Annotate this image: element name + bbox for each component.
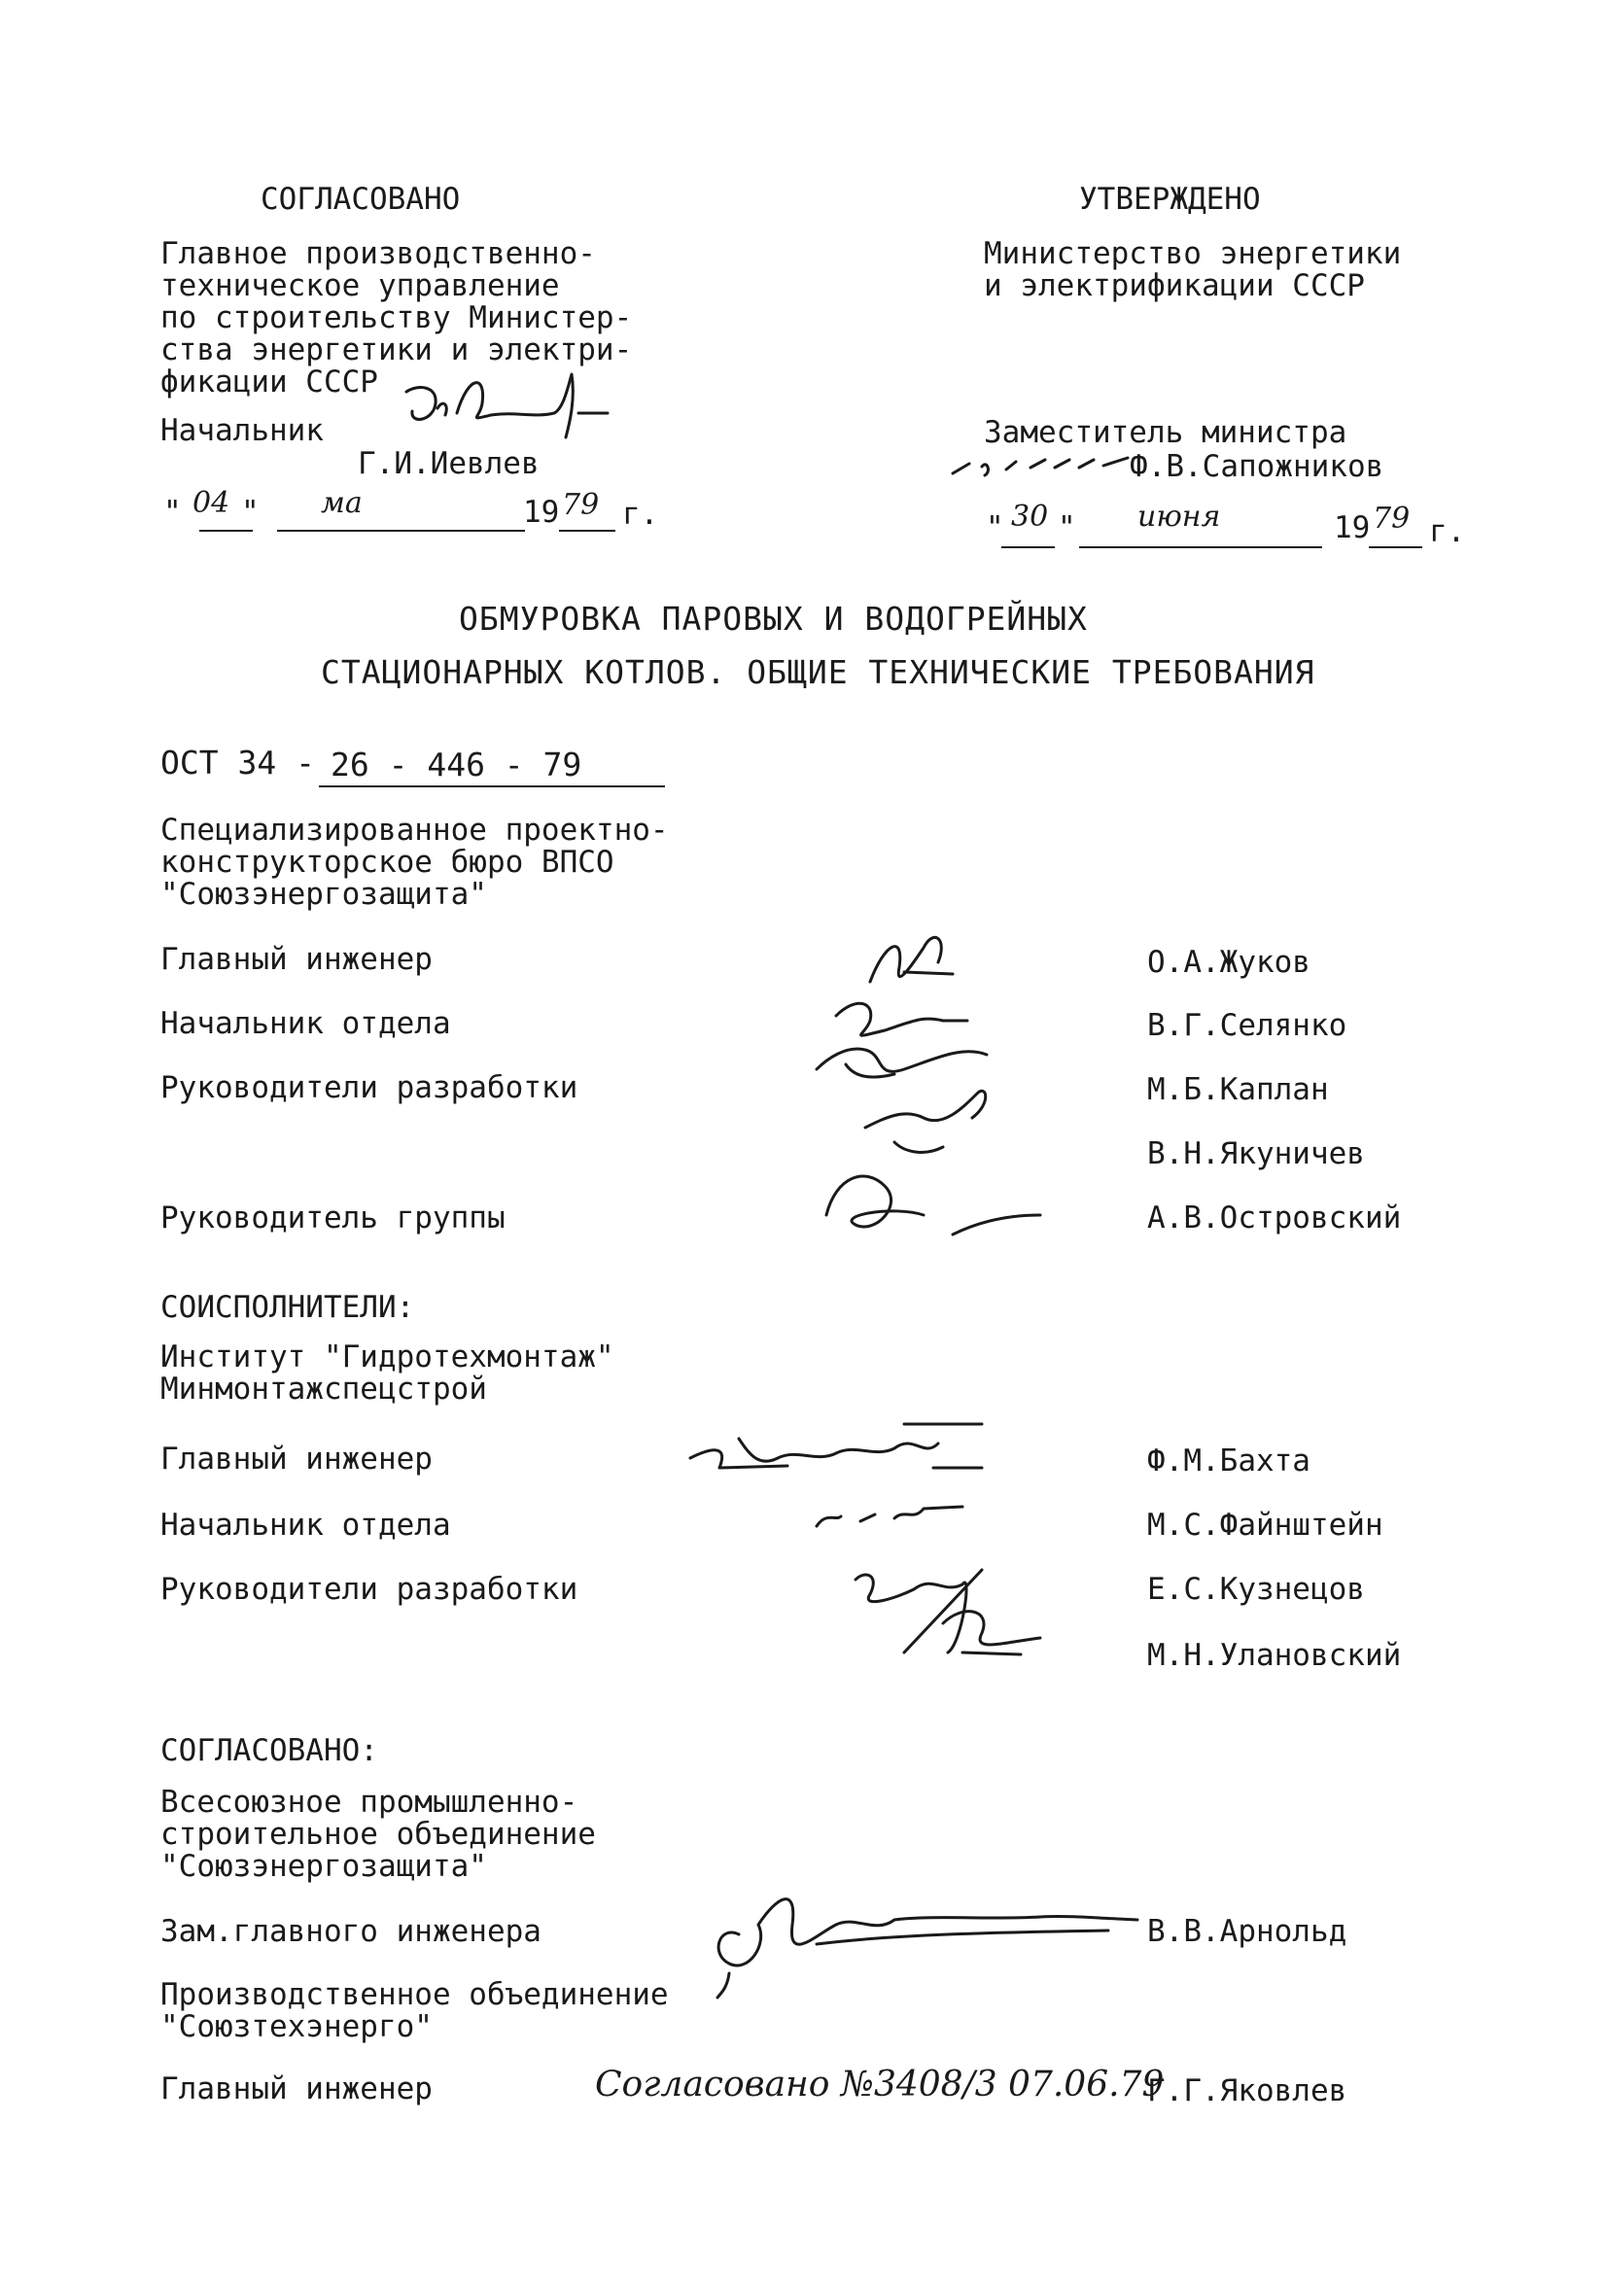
agreed-heading: СОГЛАСОВАНО:: [160, 1733, 378, 1768]
org-line: Министерство энергетики: [984, 236, 1402, 271]
agreed-role-chief-engineer: Главный инженер: [160, 2071, 433, 2106]
approval-left-name: Г.И.Иевлев: [358, 446, 540, 481]
coexecutor-name-fainshtein: М.С.Файнштейн: [1147, 1508, 1383, 1543]
org-line: конструкторское бюро ВПСО: [160, 845, 614, 880]
signatures-coexecutors-group: [671, 1400, 1089, 1691]
approval-left-heading: СОГЛАСОВАНО: [261, 182, 461, 217]
agreed-org1: [160, 1787, 596, 1883]
approval-right-date-month: июня: [1137, 500, 1221, 534]
org-line: фикации СССР: [160, 365, 378, 400]
coexecutor-role-chief-engineer: Главный инженер: [160, 1442, 433, 1477]
approval-right-heading: УТВЕРЖДЕНО: [1079, 182, 1261, 217]
approval-left-date-month: ма: [321, 486, 363, 520]
org-line: Институт "Гидротехмонтаж": [160, 1339, 614, 1374]
org-line: Минмонтажспецстрой: [160, 1372, 487, 1407]
coexecutor-role-development-leaders: Руководители разработки: [160, 1572, 578, 1607]
date-underline: [277, 530, 525, 532]
approval-right-date-day: 30: [1011, 500, 1049, 534]
org-line: "Союзэнергозащита": [160, 1849, 487, 1884]
coexecutor-name-kuznetsov: Е.С.Кузнецов: [1147, 1572, 1365, 1607]
standard-prefix: ОСТ 34 -: [160, 744, 315, 782]
approval-left-date-day: 04: [192, 486, 230, 520]
approval-right-role: Заместитель министра: [984, 415, 1347, 450]
developer-org: [160, 815, 669, 911]
coexecutor-role-head-of-department: Начальник отдела: [160, 1508, 451, 1543]
approval-right-name: Ф.В.Сапожников: [1130, 449, 1384, 484]
approval-left-date-open-quote: ": [163, 495, 182, 530]
approval-left-date-year: 79: [562, 488, 600, 522]
date-underline: [1369, 546, 1422, 548]
org-line: ства энергетики и электри-: [160, 332, 633, 367]
coexecutor-name-ulanovsky: М.Н.Улановский: [1147, 1638, 1402, 1673]
developer-role-development-leaders: Руководители разработки: [160, 1070, 578, 1105]
developer-name-selyanko: В.Г.Селянко: [1147, 1008, 1347, 1043]
org-line: Специализированное проектно-: [160, 813, 669, 848]
developer-name-ostrovsky: А.В.Островский: [1147, 1200, 1402, 1235]
developer-role-chief-engineer: Главный инженер: [160, 942, 433, 977]
org-line: "Союзэнергозащита": [160, 877, 487, 912]
approval-right-date-year: 79: [1373, 502, 1411, 536]
org-line: по строительству Министер-: [160, 300, 633, 335]
signature-arnold: [700, 1866, 1147, 2002]
coexecutor-name-bakhta: Ф.М.Бахта: [1147, 1444, 1310, 1478]
standard-number: 26 - 446 - 79: [331, 746, 582, 783]
approval-right-date-suffix: г.: [1429, 514, 1466, 549]
agreed-name-yakovlev: Г.Г.Яковлев: [1147, 2073, 1347, 2108]
signature-sapozhnikov: [948, 442, 1142, 481]
signatures-developer-group: [778, 923, 1089, 1273]
date-underline: [1079, 546, 1322, 548]
approval-left-date-year-prefix: 19: [523, 495, 560, 530]
date-underline: [1001, 546, 1055, 548]
org-line: Производственное объединение: [160, 1977, 669, 2012]
approval-left-role: Начальник: [160, 413, 324, 448]
approval-right-date-close-quote: ": [1058, 510, 1076, 545]
document-title-line2: СТАЦИОНАРНЫХ КОТЛОВ. ОБЩИЕ ТЕХНИЧЕСКИЕ ТРЕБОВАНИЯ: [321, 653, 1315, 691]
developer-name-yakunichev: В.Н.Якуничев: [1147, 1136, 1365, 1171]
approval-left-date-close-quote: ": [241, 495, 260, 530]
date-underline: [199, 530, 253, 532]
signature-ievlev: [399, 365, 622, 442]
org-line: строительное объединение: [160, 1817, 596, 1852]
developer-name-zhukov: О.А.Жуков: [1147, 945, 1310, 980]
org-line: Главное производственно-: [160, 236, 596, 271]
org-line: техническое управление: [160, 268, 560, 303]
developer-role-group-leader: Руководитель группы: [160, 1200, 506, 1235]
approval-right-date-open-quote: ": [986, 510, 1004, 545]
developer-role-head-of-department: Начальник отдела: [160, 1006, 451, 1041]
org-line: Всесоюзное промышленно-: [160, 1785, 578, 1820]
approval-right-date-year-prefix: 19: [1334, 510, 1371, 545]
approval-left-date-suffix: г.: [622, 497, 659, 532]
date-underline: [559, 530, 615, 532]
agreed-name-arnold: В.В.Арнольд: [1147, 1914, 1347, 1949]
document-title-line1: ОБМУРОВКА ПАРОВЫХ И ВОДОГРЕЙНЫХ: [459, 600, 1088, 638]
org-line: и электрификации СССР: [984, 268, 1365, 303]
agreed-role-deputy-chief-engineer: Зам.главного инженера: [160, 1914, 541, 1949]
approval-right-org: [984, 238, 1401, 302]
developer-name-kaplan: М.Б.Каплан: [1147, 1072, 1329, 1107]
standard-underline: [319, 785, 665, 787]
coexecutors-org: [160, 1341, 614, 1406]
org-line: "Союзтехэнерго": [160, 2009, 433, 2044]
coexecutors-heading: СОИСПОЛНИТЕЛИ:: [160, 1290, 415, 1325]
approval-stamp: Согласовано №3408/3 07.06.79: [595, 2065, 1165, 2105]
agreed-org2: [160, 1979, 669, 2043]
